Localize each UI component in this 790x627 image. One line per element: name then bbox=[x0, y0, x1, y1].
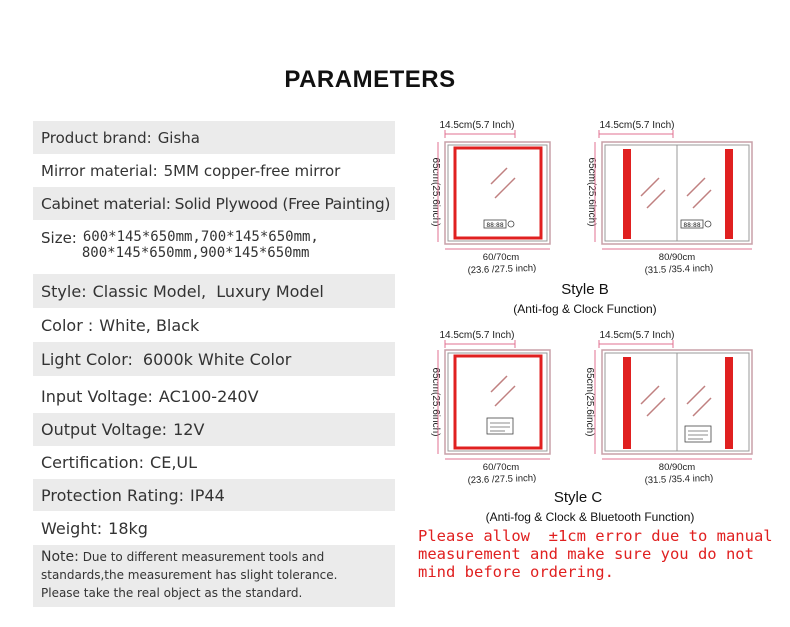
height-label: 65cm(25.6inch) bbox=[430, 367, 441, 437]
note-box bbox=[33, 545, 395, 607]
style-b-title: Style B bbox=[561, 281, 609, 298]
spec-value: Classic Model, Luxury Model bbox=[92, 281, 324, 301]
spec-value-line1: 600*145*650mm,700*145*650mm, bbox=[82, 229, 319, 245]
spec-value: 5MM copper-free mirror bbox=[163, 161, 341, 180]
cabinet-diagrams bbox=[415, 112, 785, 532]
spec-value: CE,UL bbox=[150, 453, 198, 472]
height-label: 65cm(25.6inch) bbox=[586, 157, 597, 227]
spec-label: Certification: bbox=[41, 453, 145, 472]
depth-label: 14.5cm(5.7 Inch) bbox=[599, 330, 675, 341]
spec-label: Cabinet material: bbox=[41, 194, 171, 213]
clock-display: 88:88 bbox=[683, 222, 701, 229]
diagram-double-style-b bbox=[586, 120, 752, 276]
spec-row-size bbox=[33, 220, 395, 272]
width-label: 80/90cm bbox=[658, 462, 696, 473]
spec-row-mirror bbox=[33, 154, 395, 187]
spec-value: White, Black bbox=[99, 315, 200, 335]
note-text-1: Due to different measurement tools and bbox=[82, 550, 325, 564]
diagram-single-style-c bbox=[430, 330, 550, 486]
clock-display: 88:88 bbox=[486, 222, 504, 229]
spec-row-color bbox=[33, 308, 395, 342]
note-label: Note: bbox=[41, 549, 79, 565]
spec-row-protection bbox=[33, 479, 395, 511]
height-label: 65cm(25.6inch) bbox=[430, 157, 441, 227]
spec-label: Size: bbox=[41, 229, 77, 247]
warning-line-1: Please allow ±1cm error due to manual bbox=[418, 527, 773, 545]
width-label: 60/70cm bbox=[482, 252, 520, 263]
spec-label: Weight: bbox=[41, 518, 103, 538]
width-inch-label: (23.6 /27.5 inch) bbox=[467, 262, 537, 277]
style-c-title: Style C bbox=[553, 489, 603, 506]
height-label: 65cm(25.6inch) bbox=[584, 367, 595, 437]
spec-value: AC100-240V bbox=[158, 386, 259, 406]
spec-label: Mirror material: bbox=[41, 161, 158, 180]
warning-line-2: measurement and make sure you do not bbox=[418, 545, 754, 563]
diagram-single-style-b bbox=[430, 120, 550, 276]
spec-row-output-voltage bbox=[33, 413, 395, 446]
page-title: PARAMETERS bbox=[284, 66, 456, 93]
note-text-2: standards,the measurement has slight tolerance. bbox=[41, 568, 338, 582]
style-b-description: (Anti-fog & Clock Function) bbox=[513, 302, 657, 316]
width-label: 80/90cm bbox=[658, 252, 696, 263]
spec-value: 12V bbox=[173, 420, 205, 439]
spec-label: Light Color: bbox=[41, 349, 133, 369]
spec-label: Output Voltage: bbox=[41, 420, 168, 439]
spec-value: 18kg bbox=[108, 518, 148, 538]
spec-row-brand bbox=[33, 121, 395, 154]
spec-label: Protection Rating: bbox=[41, 485, 185, 505]
warning-line-3: mind before ordering. bbox=[418, 563, 614, 581]
depth-label: 14.5cm(5.7 Inch) bbox=[439, 120, 515, 131]
note-text-3: Please take the real object as the standard. bbox=[41, 586, 303, 600]
style-c-description: (Anti-fog & Clock & Bluetooth Function) bbox=[485, 510, 695, 524]
spec-value: IP44 bbox=[190, 485, 225, 505]
spec-value-line2: 800*145*650mm,900*145*650mm bbox=[81, 245, 310, 261]
diagram-double-style-c bbox=[584, 330, 752, 486]
spec-row-weight bbox=[33, 511, 395, 545]
depth-label: 14.5cm(5.7 Inch) bbox=[439, 330, 515, 341]
tolerance-warning bbox=[418, 527, 788, 581]
width-label: 60/70cm bbox=[482, 462, 520, 473]
width-inch-label: (31.5 /35.4 inch) bbox=[644, 262, 714, 277]
spec-label: Product brand: bbox=[41, 128, 152, 147]
spec-value: 6000k White Color bbox=[142, 349, 292, 369]
spec-row-style bbox=[33, 274, 395, 308]
spec-row-certification bbox=[33, 446, 395, 479]
spec-label: Style: bbox=[41, 281, 87, 301]
spec-row-input-voltage bbox=[33, 379, 395, 413]
depth-label: 14.5cm(5.7 Inch) bbox=[599, 120, 675, 131]
spec-value: Solid Plywood (Free Painting) bbox=[174, 194, 391, 213]
spec-label: Input Voltage: bbox=[41, 386, 153, 406]
spec-row-cabinet bbox=[33, 187, 395, 220]
spec-value: Gisha bbox=[157, 128, 200, 147]
spec-label: Color : bbox=[41, 315, 94, 335]
width-inch-label: (31.5 /35.4 inch) bbox=[644, 472, 714, 487]
width-inch-label: (23.6 /27.5 inch) bbox=[467, 472, 537, 487]
spec-row-light-color bbox=[33, 342, 395, 376]
